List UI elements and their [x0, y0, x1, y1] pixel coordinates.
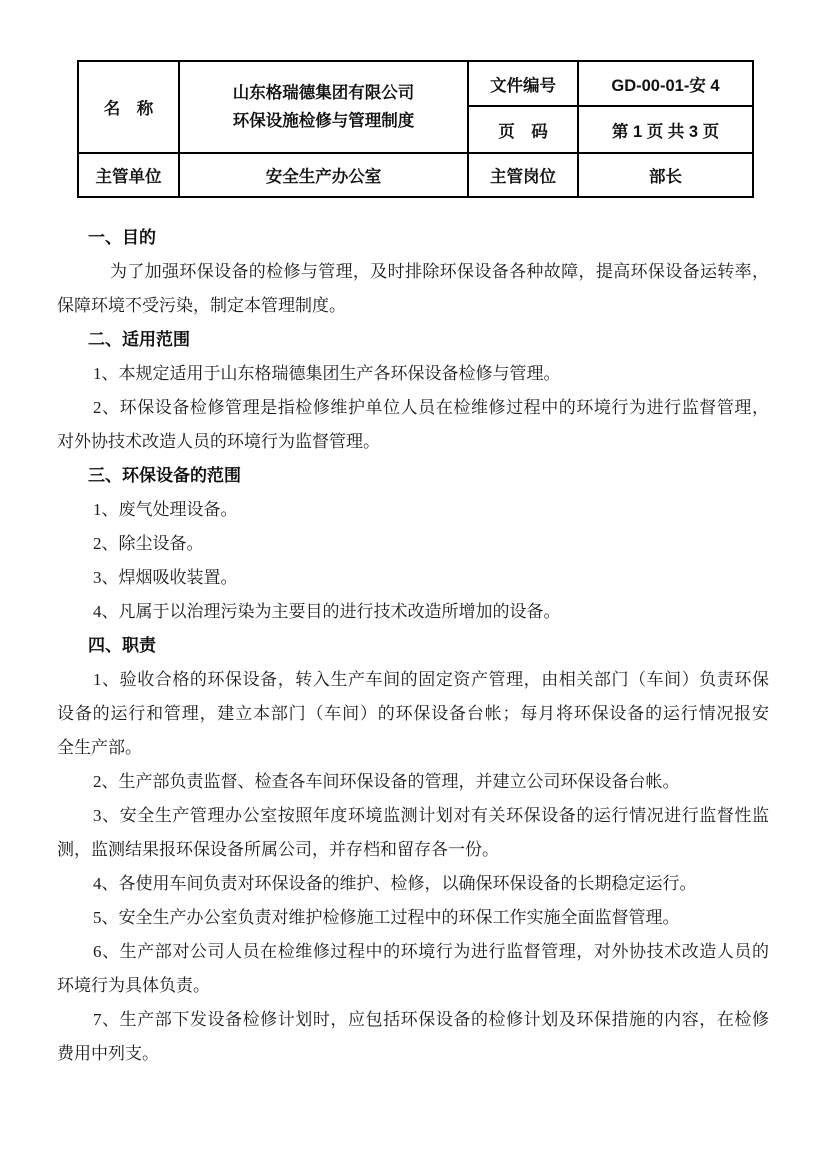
paragraph-line: 4、各使用车间负责对环保设备的维护、检修，以确保环保设备的长期稳定运行。: [93, 874, 697, 893]
paragraph-line: 为了加强环保设备的检修与管理，及时排除环保设备各种故障，提高环保设备运转率，: [110, 262, 769, 281]
paragraph-line: 1、本规定适用于山东格瑞德集团生产各环保设备检修与管理。: [93, 364, 561, 383]
company-name: 山东格瑞德集团有限公司: [232, 84, 415, 102]
paragraph-line: 保障环境不受污染，制定本管理制度。: [57, 296, 346, 315]
dept-value-cell: 安全生产办公室: [179, 153, 468, 197]
section-heading: 一、目的: [88, 228, 156, 247]
paragraph-line: 2、除尘设备。: [93, 534, 204, 553]
page-number-value-cell: 第 1 页 共 3 页: [578, 106, 753, 153]
paragraph-line: 4、凡属于以治理污染为主要目的进行技术改造所增加的设备。: [93, 602, 561, 621]
document-header-table: [77, 60, 754, 198]
doc-number-value-cell: GD-00-01-安 4: [578, 61, 753, 106]
paragraph-line: 7、生产部下发设备检修计划时，应包括环保设备的检修计划及环保措施的内容，在检修: [93, 1010, 769, 1029]
paragraph-line: 设备的运行和管理，建立本部门（车间）的环保设备台帐；每月将环保设备的运行情况报安: [57, 704, 769, 723]
paragraph-line: 3、焊烟吸收装置。: [93, 568, 238, 587]
paragraph-line: 测，监测结果报环保设备所属公司，并存档和留存各一份。: [57, 840, 499, 859]
paragraph-line: 2、环保设备检修管理是指检修维护单位人员在检维修过程中的环境行为进行监督管理，: [93, 398, 769, 417]
paragraph-line: 全生产部。: [57, 738, 142, 757]
paragraph-line: 对外协技术改造人员的环境行为监督管理。: [57, 432, 380, 451]
name-label-cell: 名 称: [78, 61, 179, 153]
post-label-cell: 主管岗位: [468, 153, 578, 197]
paragraph-line: 3、安全生产管理办公室按照年度环境监测计划对有关环保设备的运行情况进行监督性监: [93, 806, 769, 825]
paragraph-line: 1、验收合格的环保设备，转入生产车间的固定资产管理，由相关部门（车间）负责环保: [93, 670, 769, 689]
document-title-cell: [179, 61, 468, 153]
paragraph-line: 1、废气处理设备。: [93, 500, 238, 519]
paragraph-line: 5、安全生产办公室负责对维护检修施工过程中的环保工作实施全面监督管理。: [93, 908, 680, 927]
section-heading: 三、环保设备的范围: [88, 466, 241, 485]
doc-number-label-cell: 文件编号: [468, 61, 578, 106]
paragraph-line: 费用中列支。: [57, 1044, 159, 1063]
post-value-cell: 部长: [578, 153, 753, 197]
paragraph-line: 6、生产部对公司人员在检维修过程中的环境行为进行监督管理，对外协技术改造人员的: [93, 942, 769, 961]
document-title: 环保设施检修与管理制度: [232, 112, 415, 130]
document-body: [57, 221, 769, 1071]
paragraph-line: 2、生产部负责监督、检查各车间环保设备的管理，并建立公司环保设备台帐。: [93, 772, 680, 791]
dept-label-cell: 主管单位: [78, 153, 179, 197]
paragraph-line: 环境行为具体负责。: [57, 976, 210, 995]
section-heading: 二、适用范围: [88, 330, 190, 349]
section-heading: 四、职责: [88, 636, 156, 655]
page-number-label-cell: 页 码: [468, 106, 578, 153]
